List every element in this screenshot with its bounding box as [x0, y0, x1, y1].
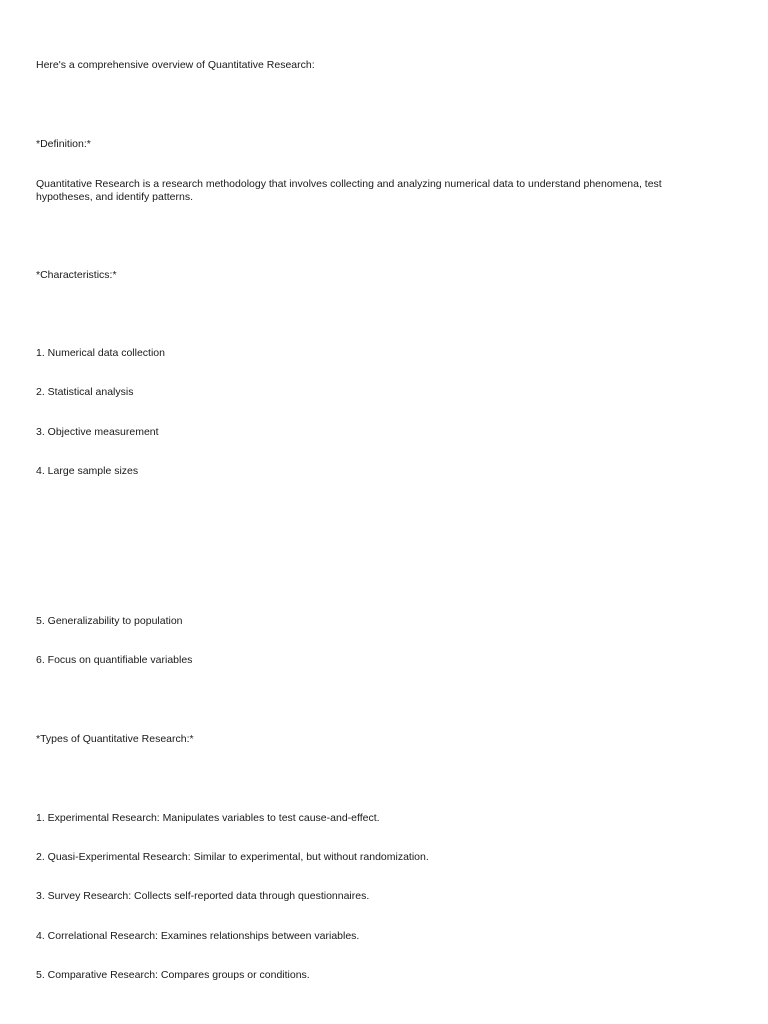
definition-text: Quantitative Research is a research methodology that involves collecting and analyzing numerical data to understand phenomena, test hypotheses, and identify patterns.: [36, 178, 662, 203]
type-item: 2. Quasi-Experimental Research: Similar to experimental, but without randomization.: [36, 851, 429, 863]
characteristic-item: 4. Large sample sizes: [36, 465, 139, 477]
characteristic-item: 2. Statistical analysis: [36, 386, 134, 398]
characteristic-item: 6. Focus on quantifiable variables: [36, 654, 193, 666]
type-item: 1. Experimental Research: Manipulates variables to test cause-and-effect.: [36, 812, 380, 824]
type-item: 5. Comparative Research: Compares groups or conditions.: [36, 969, 310, 981]
type-item: 4. Correlational Research: Examines relationships between variables.: [36, 930, 360, 942]
intro-text: Here's a comprehensive overview of Quantitative Research:: [36, 59, 315, 71]
type-item: 3. Survey Research: Collects self-reported data through questionnaires.: [36, 890, 370, 902]
characteristic-item: 1. Numerical data collection: [36, 347, 165, 359]
definition-heading: *Definition:*: [36, 138, 91, 150]
types-heading: *Types of Quantitative Research:*: [36, 733, 194, 745]
characteristic-item: 3. Objective measurement: [36, 426, 159, 438]
characteristic-item: 5. Generalizability to population: [36, 615, 183, 627]
characteristics-heading: *Characteristics:*: [36, 269, 117, 281]
